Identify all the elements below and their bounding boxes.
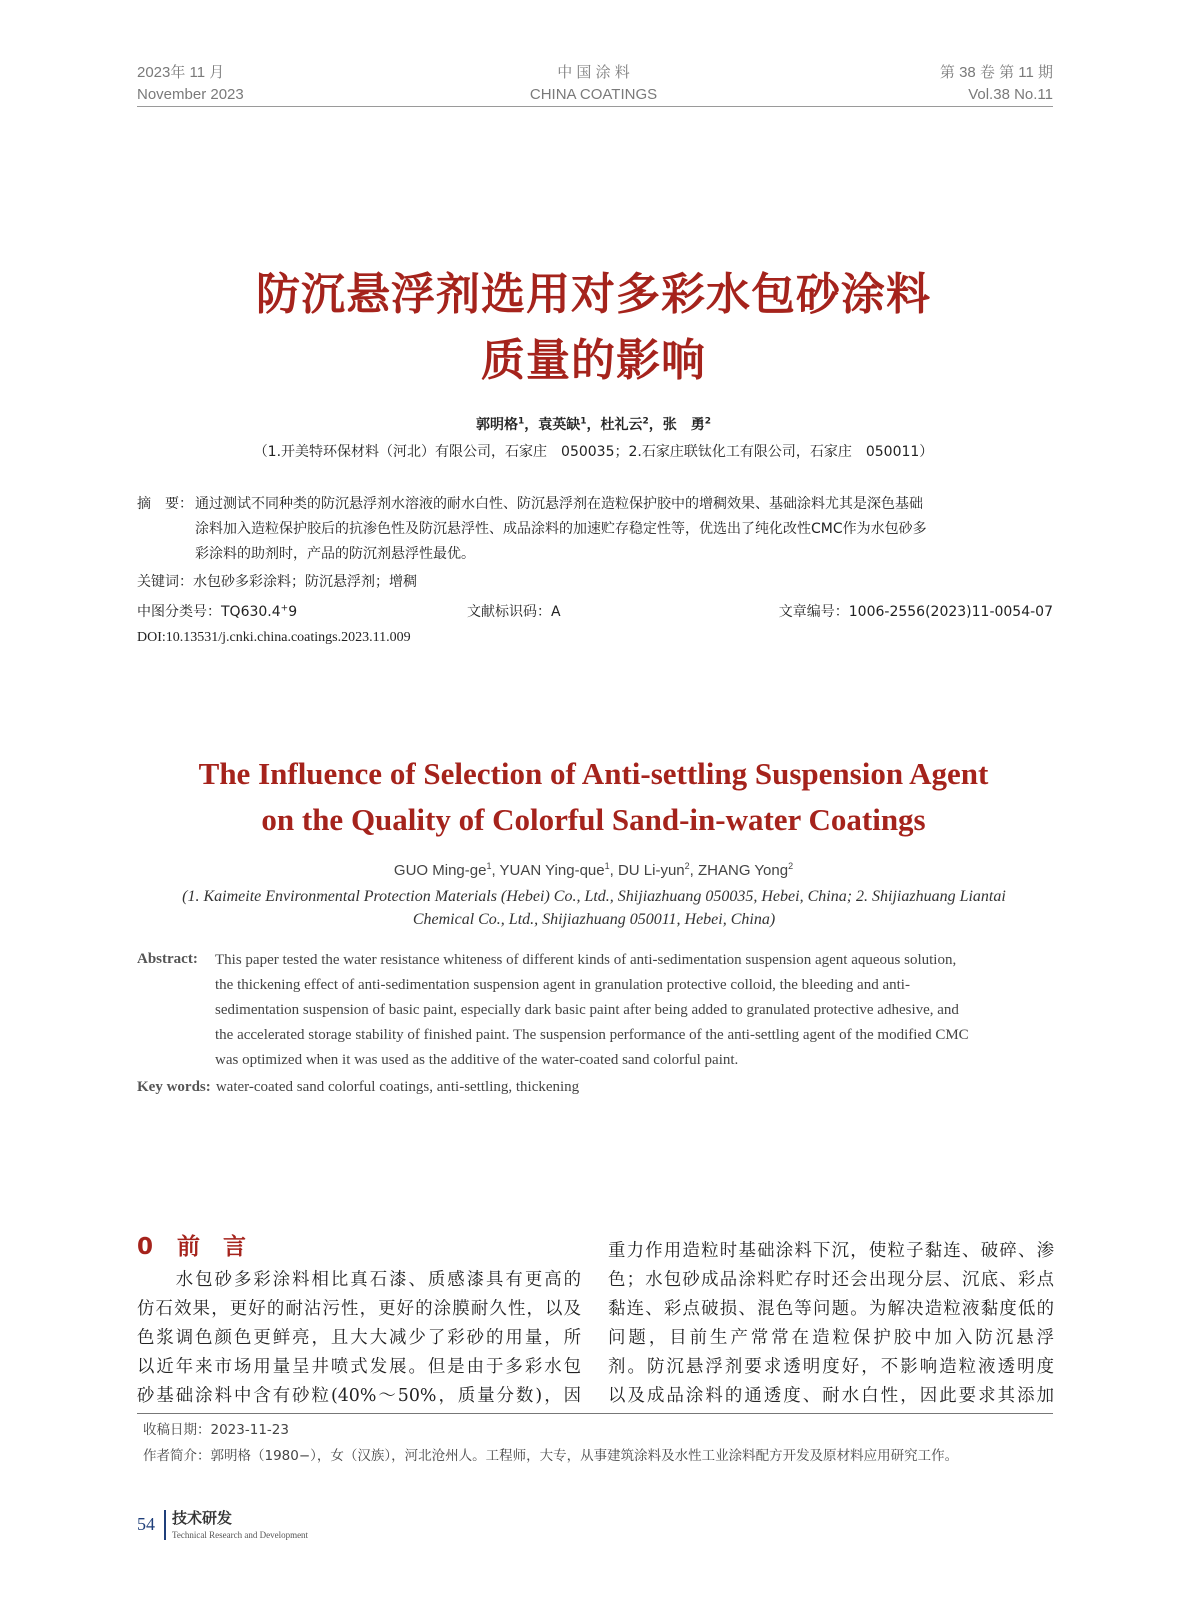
- header-volume-en: Vol.38 No.11: [968, 86, 1053, 103]
- section-number: 0: [137, 1234, 154, 1260]
- section-heading: [137, 1228, 246, 1261]
- cn-abstract-line: 涂料加入造粒保护胶后的抗渗色性及防沉悬浮性、成品涂料的加速贮存稳定性等，优选出了纯化改性CMC作为水包砂多: [195, 521, 927, 537]
- author-name: GUO Ming-ge: [393, 862, 487, 879]
- body-line: 水包砂多彩涂料相比真石漆、质感漆具有更高的: [137, 1270, 581, 1290]
- author-separator: ，: [648, 417, 663, 433]
- en-abstract-line: the thickening effect of anti-sedimentation suspension agent in granulation protective colloid, the bleeding and anti-: [215, 977, 910, 993]
- header-volume-cn: 第 38 卷 第 11 期: [939, 64, 1053, 81]
- author-separator: ,: [609, 862, 618, 879]
- body-line: 砂基础涂料中含有砂粒(40%～50%，质量分数)，因: [137, 1386, 581, 1406]
- cn-title-line2: 质量的影响: [481, 335, 706, 386]
- en-abstract-line: sedimentation suspension of basic paint, especially dark basic paint after being added to granulated protective adhesive, and: [215, 1002, 959, 1018]
- page-number: 54: [137, 1514, 155, 1534]
- body-right-column: [608, 1237, 1054, 1411]
- cn-keywords-label: 关键词：: [137, 574, 193, 590]
- cn-title: [0, 262, 1187, 394]
- clc-value: TQ630.4: [221, 604, 281, 620]
- header-journal-cn: 中 国 涂 料: [557, 64, 630, 81]
- clc-sup: +: [280, 603, 289, 614]
- author-affil-mark: 2: [704, 416, 712, 427]
- author-affil-mark: 1: [580, 416, 587, 427]
- en-affiliation-line2: Chemical Co., Ltd., Shijiazhuang 050011, Hebei, China): [412, 911, 776, 928]
- en-title: [0, 751, 1187, 843]
- author-affil-mark: 2: [642, 416, 649, 427]
- en-keywords-label: Key words:: [137, 1079, 211, 1095]
- en-title-line1: The Influence of Selection of Anti-settling Suspension Agent: [198, 756, 989, 791]
- clc-label: 中图分类号：: [137, 604, 221, 620]
- body-left-column: [137, 1266, 581, 1411]
- author-name: 郭明格: [475, 417, 518, 433]
- cn-affiliation: （1.开美特环保材料（河北）有限公司，石家庄 050035；2.石家庄联钛化工有限公司，石家庄 050011）: [253, 444, 934, 460]
- body-line: 仿石效果，更好的耐沾污性，更好的涂膜耐久性，以及: [137, 1299, 581, 1319]
- cn-keywords-value: 水包砂多彩涂料；防沉悬浮剂；增稠: [193, 574, 417, 590]
- clc-tail: 9: [288, 604, 298, 620]
- author-separator: ，: [524, 417, 539, 433]
- header-date-cn: 2023年 11 月: [137, 64, 225, 81]
- author-name: YUAN Ying-que: [499, 862, 605, 879]
- cn-authors: [0, 414, 1187, 434]
- article-number: 文章编号：1006-2556(2023)11-0054-07: [778, 604, 1053, 620]
- cn-clc: [137, 600, 297, 625]
- cn-abstract-line: 通过测试不同种类的防沉悬浮剂水溶液的耐水白性、防沉悬浮剂在造粒保护胶中的增稠效果、基础涂料尤其是深色基础: [195, 496, 923, 512]
- cn-abstract-label: 摘 要：: [137, 496, 193, 512]
- author-name: DU Li-yun: [617, 862, 685, 879]
- en-abstract-line: This paper tested the water resistance whiteness of different kinds of anti-sedimentation suspension agent aqueous solution,: [215, 952, 957, 968]
- en-abstract: [215, 948, 1055, 1073]
- author-bio: 作者简介：郭明格（1980−），女（汉族），河北沧州人。工程师，大专，从事建筑涂料及水性工业涂料配方开发及原材料应用研究工作。: [143, 1448, 959, 1464]
- author-separator: ,: [491, 862, 500, 879]
- header-rule: [137, 106, 1053, 107]
- footnote-rule: [137, 1413, 1053, 1414]
- received-date: 收稿日期：2023-11-23: [143, 1422, 289, 1438]
- body-line: 以近年来市场用量呈井喷式发展。但是由于多彩水包: [137, 1357, 581, 1377]
- doc-code: 文献标识码：A: [467, 604, 561, 620]
- cn-abstract-line: 彩涂料的助剂时，产品的防沉剂悬浮性最优。: [195, 546, 475, 562]
- author-affil-mark: 2: [788, 861, 794, 871]
- en-abstract-line: the accelerated storage stability of finished paint. The suspension performance of the anti-settling agent of the modified CMC: [215, 1027, 969, 1043]
- header-journal-en: CHINA COATINGS: [529, 86, 658, 103]
- cn-abstract: [195, 492, 1055, 567]
- doi: DOI:10.13531/j.cnki.china.coatings.2023.11.009: [137, 630, 411, 645]
- header-date-en: November 2023: [137, 86, 244, 103]
- footer-section-cn: 技术研发: [172, 1509, 233, 1527]
- page-footer-divider: [164, 1510, 166, 1540]
- body-line: 剂。防沉悬浮剂要求透明度好，不影响造粒液透明度: [608, 1357, 1054, 1377]
- header-volume: [940, 62, 1053, 106]
- en-title-line2: on the Quality of Colorful Sand-in-water Coatings: [261, 802, 926, 837]
- author-affil-mark: 1: [604, 861, 610, 871]
- author-separator: ，: [586, 417, 601, 433]
- section-title: 前 言: [177, 1234, 247, 1260]
- author-affil-mark: 1: [486, 861, 492, 871]
- en-abstract-line: was optimized when it was used as the additive of the water-coated sand colorful paint.: [215, 1052, 739, 1068]
- body-line: 色；水包砂成品涂料贮存时还会出现分层、沉底、彩点: [608, 1270, 1054, 1290]
- en-abstract-label: Abstract:: [137, 951, 198, 967]
- en-keywords: [137, 1075, 579, 1100]
- en-affiliation-line1: (1. Kaimeite Environmental Protection Materials (Hebei) Co., Ltd., Shijiazhuang 050035, Hebei, China; 2. Shijiazhuang Liantai: [182, 888, 1006, 905]
- author-separator: ,: [689, 862, 698, 879]
- cn-keywords: [137, 570, 417, 595]
- body-line: 以及成品涂料的通透度、耐水白性，因此要求其添加: [608, 1386, 1054, 1406]
- author-name: 袁英缺: [538, 417, 581, 433]
- author-name: 张 勇: [662, 417, 705, 433]
- footer-section-en: Technical Research and Development: [172, 1530, 309, 1540]
- body-line: 黏连、彩点破损、混色等问题。为解决造粒液黏度低的: [608, 1299, 1054, 1319]
- body-line: 色浆调色颜色更鲜亮，且大大减少了彩砂的用量，所: [137, 1328, 581, 1348]
- cn-title-line1: 防沉悬浮剂选用对多彩水包砂涂料: [256, 269, 931, 320]
- en-keywords-value: water-coated sand colorful coatings, anti-settling, thickening: [215, 1079, 580, 1095]
- en-affiliation: [140, 885, 1048, 931]
- en-authors: [0, 862, 1187, 879]
- author-affil-mark: 1: [517, 416, 525, 427]
- body-line: 问题，目前生产常常在造粒保护胶中加入防沉悬浮: [608, 1328, 1054, 1348]
- author-name: 杜礼云: [600, 417, 643, 433]
- author-affil-mark: 2: [684, 861, 690, 871]
- author-name: ZHANG Yong: [698, 862, 789, 879]
- body-line: 重力作用造粒时基础涂料下沉，使粒子黏连、破碎、渗: [608, 1241, 1054, 1261]
